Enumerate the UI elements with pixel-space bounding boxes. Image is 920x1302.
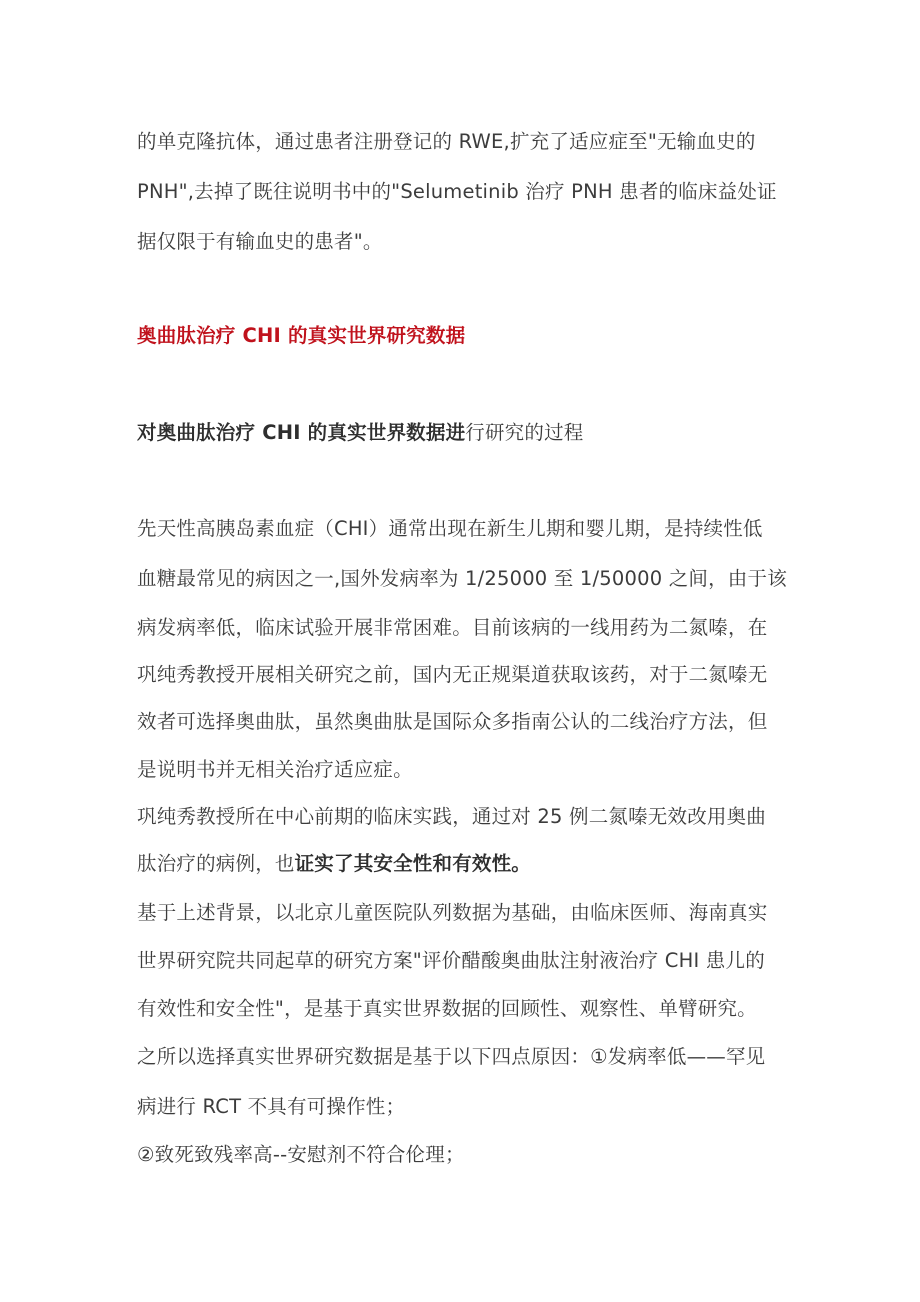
para1-line-3: 病发病率低，临床试验开展非常困难。目前该病的一线用药为二氮嗪，在: [137, 616, 768, 639]
para2-line-2-normal: 肽治疗的病例，也: [137, 852, 295, 875]
para2-line-2: [137, 851, 797, 877]
para2-line-1: 巩纯秀教授所在中心前期的临床实践，通过对 25 例二氮嗪无效改用奥曲: [137, 805, 767, 828]
intro-line-2: PNH",去掉了既往说明书中的"Selumetinib 治疗 PNH 患者的临床益处证: [137, 180, 777, 203]
para5-line-1: ②致死致残率高--安慰剂不符合伦理；: [137, 1143, 465, 1166]
para4-line-2: 病进行 RCT 不具有可操作性；: [137, 1095, 406, 1118]
subheading: [137, 420, 797, 446]
section-title: 奥曲肽治疗 CHI 的真实世界研究数据: [137, 324, 466, 347]
intro-line-3: 据仅限于有输血史的患者"。: [137, 230, 383, 253]
para4-line-1: 之所以选择真实世界研究数据是基于以下四点原因：①发病率低——罕见: [137, 1045, 766, 1068]
subheading-normal: 行研究的过程: [465, 421, 584, 444]
intro-line-1: 的单克隆抗体，通过患者注册登记的 RWE,扩充了适应症至"无输血史的: [137, 130, 756, 153]
para1-line-4: 巩纯秀教授开展相关研究之前，国内无正规渠道获取该药，对于二氮嗪无: [137, 663, 768, 686]
para3-line-2: 世界研究院共同起草的研究方案"评价醋酸奥曲肽注射液治疗 CHI 患儿的: [137, 949, 765, 972]
para1-line-1: 先天性高胰岛素血症（CHI）通常出现在新生儿期和婴儿期，是持续性低: [137, 517, 763, 540]
para1-line-2: 血糖最常见的病因之一,国外发病率为 1/25000 至 1/50000 之间，由于该: [137, 567, 787, 590]
para2-line-2-bold: 证实了其安全性和有效性。: [294, 852, 532, 875]
para1-line-5: 效者可选择奥曲肽，虽然奥曲肽是国际众多指南公认的二线治疗方法，但: [137, 710, 768, 733]
para3-line-1: 基于上述背景，以北京儿童医院队列数据为基础，由临床医师、海南真实: [137, 901, 768, 924]
para3-line-3: 有效性和安全性"，是基于真实世界数据的回顾性、观察性、单臂研究。: [137, 997, 757, 1020]
subheading-bold: 对奥曲肽治疗 CHI 的真实世界数据进: [137, 421, 466, 444]
para1-line-6: 是说明书并无相关治疗适应症。: [137, 758, 413, 781]
